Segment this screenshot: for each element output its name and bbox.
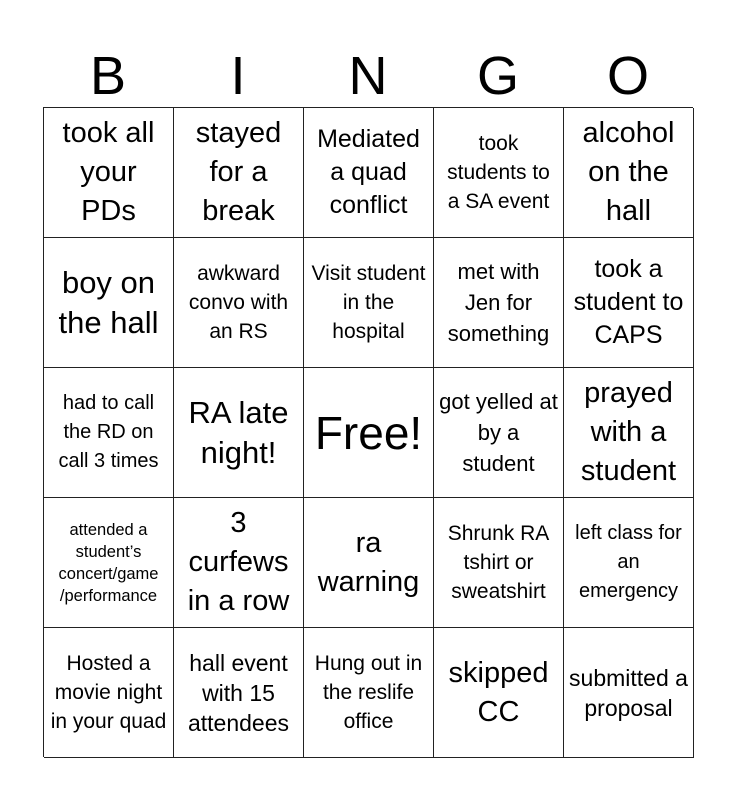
cell-text: Shrunk RA tshirt or sweatshirt bbox=[447, 522, 550, 603]
bingo-header bbox=[43, 45, 693, 107]
bingo-cell[interactable] bbox=[434, 368, 564, 498]
cell-text: got yelled at by a student bbox=[439, 389, 558, 476]
bingo-cell[interactable] bbox=[174, 108, 304, 238]
bingo-cell[interactable] bbox=[304, 238, 434, 368]
bingo-cell[interactable] bbox=[44, 498, 174, 628]
cell-text: Hosted a movie night in your quad bbox=[50, 652, 167, 733]
cell-text: Mediated a quad conflict bbox=[317, 125, 420, 219]
cell-text: Free! bbox=[314, 406, 423, 459]
cell-text: ra warning bbox=[317, 526, 420, 598]
cell-text: met with Jen for something bbox=[447, 259, 550, 346]
cell-text: awkward convo with an RS bbox=[188, 262, 289, 343]
bingo-cell[interactable] bbox=[44, 368, 174, 498]
bingo-cell[interactable] bbox=[44, 108, 174, 238]
bingo-cell[interactable] bbox=[434, 628, 564, 758]
cell-text: took a student to CAPS bbox=[573, 255, 684, 349]
cell-text: boy on the hall bbox=[58, 264, 159, 340]
bingo-cell[interactable] bbox=[564, 368, 694, 498]
bingo-cell[interactable] bbox=[44, 628, 174, 758]
bingo-cell[interactable] bbox=[174, 368, 304, 498]
bingo-cell[interactable] bbox=[434, 238, 564, 368]
bingo-cell[interactable] bbox=[434, 498, 564, 628]
cell-text: attended a student’s concert/game /performance bbox=[58, 520, 159, 605]
bingo-cell[interactable] bbox=[564, 108, 694, 238]
cell-text: submitted a proposal bbox=[569, 664, 688, 721]
cell-text: left class for an emergency bbox=[575, 522, 682, 602]
cell-text: 3 curfews in a row bbox=[187, 507, 290, 617]
bingo-cell[interactable] bbox=[564, 498, 694, 628]
bingo-cell[interactable] bbox=[44, 238, 174, 368]
free-space-cell[interactable] bbox=[304, 368, 434, 498]
cell-text: had to call the RD on call 3 times bbox=[58, 392, 159, 472]
bingo-grid bbox=[43, 107, 693, 757]
cell-text: hall event with 15 attendees bbox=[187, 649, 290, 736]
header-letter-g: G bbox=[476, 46, 519, 106]
bingo-cell[interactable] bbox=[304, 108, 434, 238]
header-letter-o: O bbox=[606, 46, 649, 106]
bingo-cell[interactable] bbox=[564, 238, 694, 368]
cell-text: Visit student in the hospital bbox=[311, 262, 426, 343]
cell-text: stayed for a break bbox=[195, 117, 282, 227]
bingo-cell[interactable] bbox=[174, 238, 304, 368]
cell-text: prayed with a student bbox=[580, 377, 677, 487]
bingo-cell[interactable] bbox=[304, 628, 434, 758]
header-letter-i: I bbox=[230, 46, 246, 106]
cell-text: RA late night! bbox=[188, 394, 289, 470]
bingo-cell[interactable] bbox=[174, 498, 304, 628]
cell-text: alcohol on the hall bbox=[582, 117, 675, 227]
cell-text: took students to a SA event bbox=[447, 132, 550, 213]
header-letter-b: B bbox=[89, 46, 127, 106]
cell-text: Hung out in the reslife office bbox=[314, 652, 423, 733]
bingo-cell[interactable] bbox=[564, 628, 694, 758]
bingo-cell[interactable] bbox=[174, 628, 304, 758]
cell-text: skipped CC bbox=[448, 656, 549, 728]
bingo-cell[interactable] bbox=[304, 498, 434, 628]
bingo-cell[interactable] bbox=[434, 108, 564, 238]
header-letter-n: N bbox=[348, 46, 388, 106]
cell-text: took all your PDs bbox=[62, 117, 155, 227]
